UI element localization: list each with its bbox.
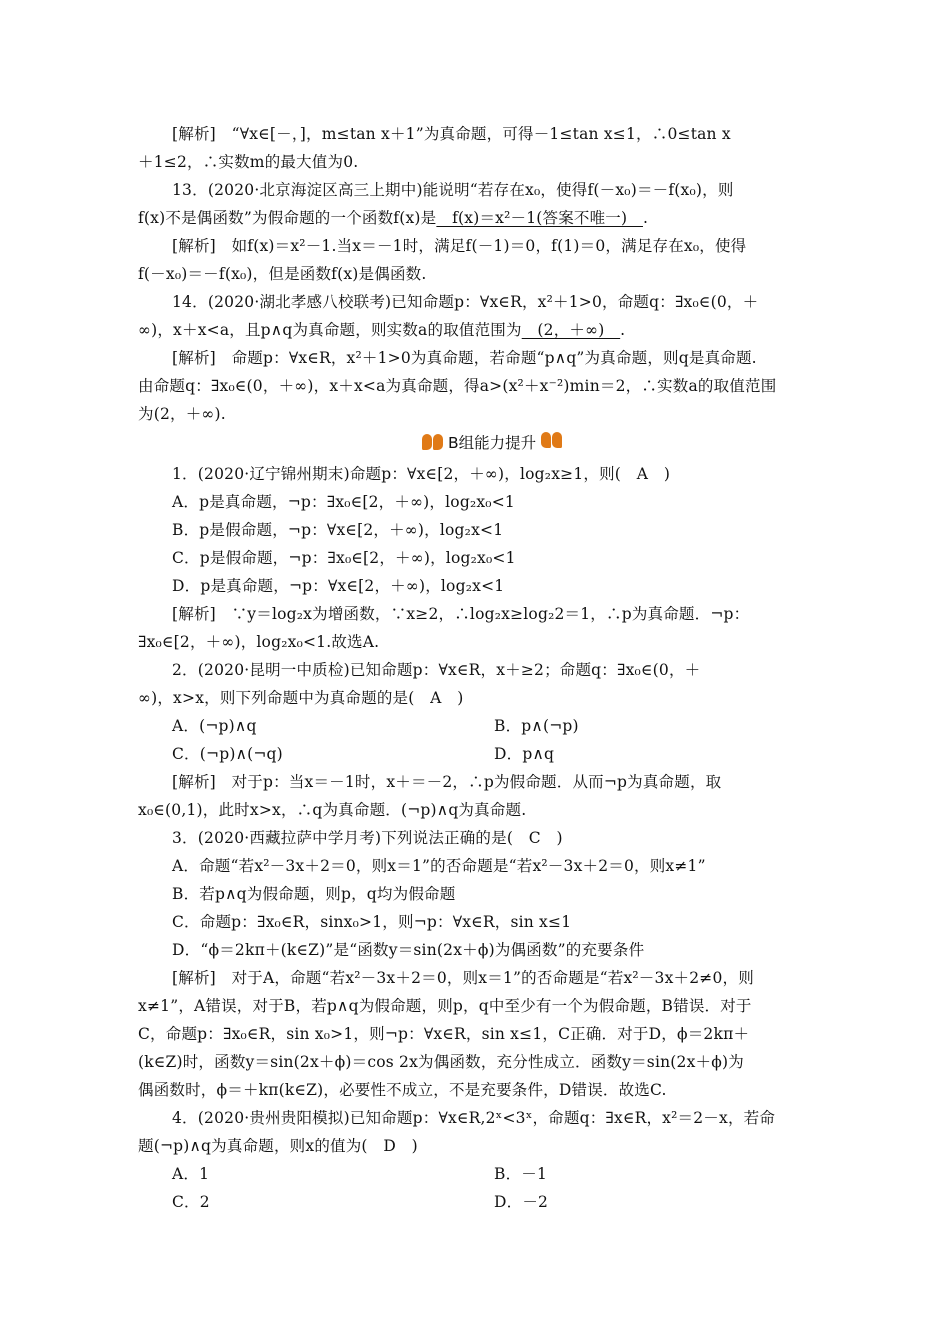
question-13-answer-line (138, 208, 818, 228)
close-quote-icon (538, 430, 564, 454)
question-b1: 1．(2020·辽宁锦州期末)命题p：∀x∈[2，＋∞)，log₂x≥1，则( A ) (172, 465, 671, 483)
solution-line: 偶函数时，ϕ＝＋kπ(k∈Z)，必要性不成立，不是充要条件，D错误．故选C. (138, 1081, 667, 1099)
punct: . (620, 321, 626, 339)
option-c: C．命题p：∃x₀∈R，sinx₀>1，则¬p：∀x∈R，sin x≤1 (172, 913, 572, 931)
solution-line: [解析] 对于A，命题“若x²－3x＋2＝0，则x＝1”的否命题是“若x²－3x＋2≠0，则 (172, 969, 754, 987)
question-text: f(x)不是偶函数”为假命题的一个函数f(x)是 (138, 209, 437, 227)
solution-line: [解析] “∀x∈[－，]，m≤tan x＋1”为真命题，可得－1≤tan x≤1，∴0≤tan x (172, 125, 731, 143)
question-b2-cont: ∞)，x>x，则下列命题中为真命题的是( A ) (138, 689, 464, 707)
solution-line: C，命题p：∃x₀∈R，sin x₀>1，则¬p：∀x∈R，sin x≤1，C正确．对于D，ϕ＝2kπ＋ (138, 1025, 750, 1043)
option-b: B．－1 (494, 1165, 548, 1183)
option-d: D．－2 (494, 1193, 549, 1211)
question-b3: 3．(2020·西藏拉萨中学月考)下列说法正确的是( C ) (172, 829, 563, 847)
option-a: A．(¬p)∧q (172, 717, 257, 735)
option-c: C．p是假命题，¬p：∃x₀∈[2，＋∞)，log₂x₀<1 (172, 549, 516, 567)
question-text: ∞)，x＋x<a，且p∧q为真命题，则实数a的取值范围为 (138, 321, 522, 339)
solution-line: x₀∈(0,1)，此时x>x，∴q为真命题．(¬p)∧q为真命题. (138, 801, 527, 819)
punct: . (642, 209, 649, 227)
option-b: B．p是假命题，¬p：∀x∈[2，＋∞)，log₂x<1 (172, 521, 504, 539)
question-13: 13．(2020·北京海淀区高三上期中)能说明“若存在x₀，使得f(－x₀)＝－f(x₀)，则 (172, 181, 734, 199)
solution-line: f(－x₀)＝－f(x₀)，但是函数f(x)是偶函数. (138, 265, 427, 283)
option-a: A．p是真命题，¬p：∃x₀∈[2，＋∞)，log₂x₀<1 (172, 493, 515, 511)
question-b4-cont: 题(¬p)∧q为真命题，则x的值为( D ) (138, 1137, 418, 1155)
solution-line: (k∈Z)时，函数y＝sin(2x＋ϕ)＝cos 2x为偶函数，充分性成立．函数y＝sin(2x＋ϕ)为 (138, 1053, 744, 1071)
option-d: D．p是真命题，¬p：∀x∈[2，＋∞)，log₂x<1 (172, 577, 505, 595)
option-a: A．1 (172, 1165, 210, 1183)
solution-line: x≠1”，A错误，对于B，若p∧q为假命题，则p，q中至少有一个为假命题，B错误．对于 (138, 997, 752, 1015)
question-b2: 2．(2020·昆明一中质检)已知命题p：∀x∈R，x＋≥2；命题q：∃x₀∈(0，＋ (172, 661, 701, 679)
option-b: B．p∧(¬p) (494, 717, 579, 735)
section-title: B组能力提升 (448, 434, 537, 452)
option-b: B．若p∧q为假命题，则p，q均为假命题 (172, 885, 456, 903)
option-d: D．“ϕ＝2kπ＋(k∈Z)”是“函数y＝sin(2x＋ϕ)为偶函数”的充要条件 (172, 941, 645, 959)
option-a: A．命题“若x²－3x＋2＝0，则x＝1”的否命题是“若x²－3x＋2＝0，则x≠1” (172, 857, 706, 875)
solution-line: [解析] 命题p：∀x∈R，x²＋1>0为真命题，若命题“p∧q”为真命题，则q是真命题. (172, 349, 757, 367)
solution-line: [解析] ∵y＝log₂x为增函数，∵x≥2，∴log₂x≥log₂2＝1，∴p为真命题．¬p： (172, 605, 750, 623)
solution-line: 为(2，＋∞). (138, 405, 226, 423)
answer-blank: f(x)＝x²－1(答案不唯一) (436, 209, 643, 227)
open-quote-icon (420, 430, 446, 454)
solution-line: [解析] 如f(x)＝x²－1.当x＝－1时，满足f(－1)＝0，f(1)＝0，满足存在x₀，使得 (172, 237, 747, 255)
option-c: C．2 (172, 1193, 210, 1211)
option-d: D．p∧q (494, 745, 555, 763)
question-14-answer-line (138, 320, 818, 340)
answer-blank: (2，＋∞) (521, 321, 621, 339)
section-header (420, 428, 564, 456)
question-b4: 4．(2020·贵州贵阳模拟)已知命题p：∀x∈R,2ˣ<3ˣ，命题q：∃x∈R，x²＝2－x，若命 (172, 1109, 776, 1127)
solution-line: [解析] 对于p：当x＝－1时，x＋＝－2，∴p为假命题．从而¬p为真命题，取 (172, 773, 722, 791)
solution-line: ∃x₀∈[2，＋∞)，log₂x₀<1.故选A. (138, 633, 380, 651)
option-c: C．(¬p)∧(¬q) (172, 745, 283, 763)
solution-line: 由命题q：∃x₀∈(0，＋∞)，x＋x<a为真命题，得a>(x²＋x⁻²)min＝2，∴实数a的取值范围 (138, 377, 777, 395)
solution-line: ＋1≤2，∴实数m的最大值为0. (138, 153, 359, 171)
question-14: 14．(2020·湖北孝感八校联考)已知命题p：∀x∈R，x²＋1>0，命题q：∃x₀∈(0，＋ (172, 293, 759, 311)
